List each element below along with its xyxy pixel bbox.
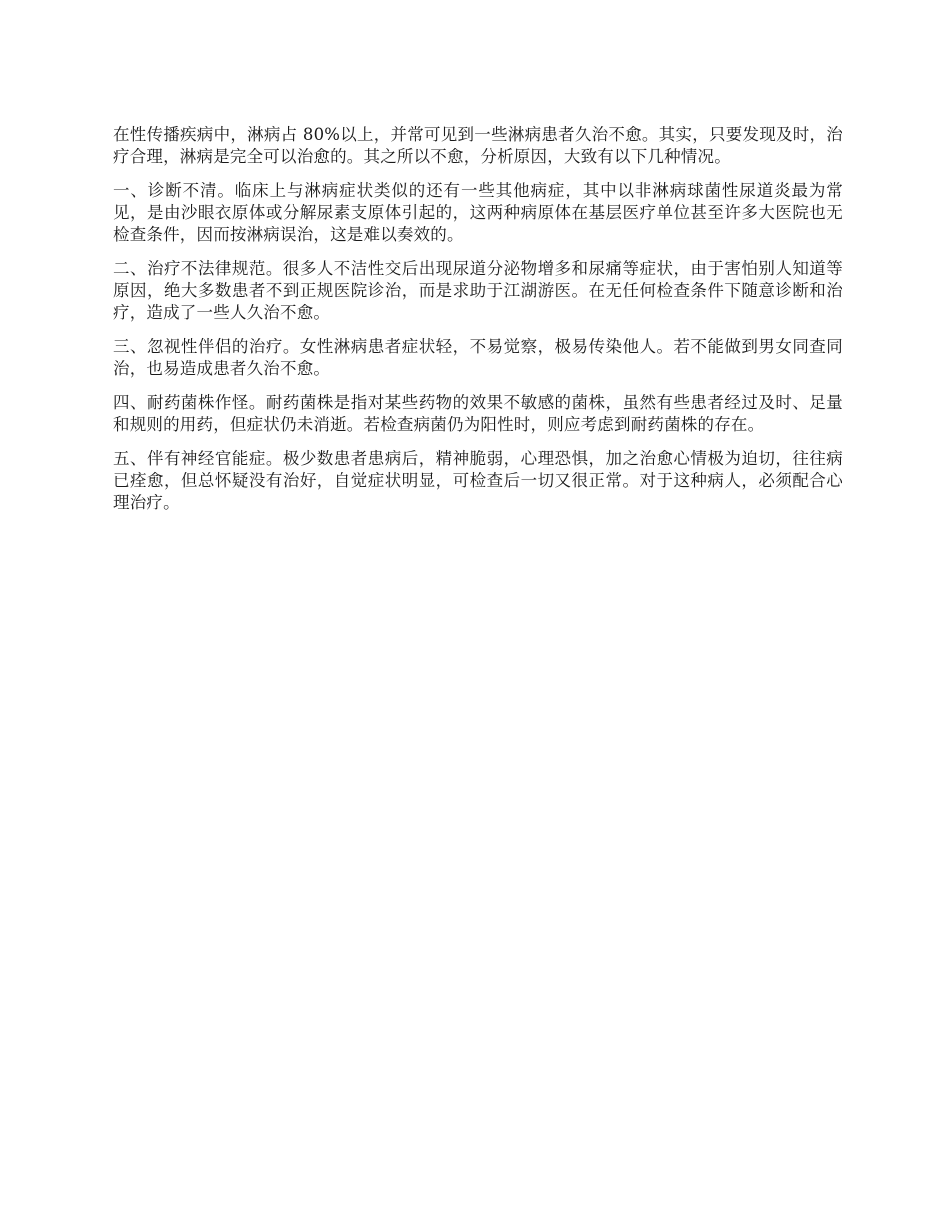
reason-5-paragraph: 五、伴有神经官能症。极少数患者患病后，精神脆弱，心理恐惧，加之治愈心情极为迫切，往往病已痊愈，但总怀疑没有治好，自觉症状明显，可检查后一切又很正常。对于这种病人，必须配合心理治疗。 — [113, 449, 843, 512]
reason-3-paragraph: 三、忽视性伴侣的治疗。女性淋病患者症状轻，不易觉察，极易传染他人。若不能做到男女同查同治，也易造成患者久治不愈。 — [113, 337, 843, 378]
reason-4-paragraph: 四、耐药菌株作怪。耐药菌株是指对某些药物的效果不敏感的菌株，虽然有些患者经过及时、足量和规则的用药，但症状仍未消逝。若检查病菌仍为阳性时，则应考虑到耐药菌株的存在。 — [113, 393, 843, 434]
reason-1-paragraph: 一、诊断不清。临床上与淋病症状类似的还有一些其他病症，其中以非淋病球菌性尿道炎最为常见，是由沙眼衣原体或分解尿素支原体引起的，这两种病原体在基层医疗单位甚至许多大医院也无检查条件，因而按淋病误治，这是难以奏效的。 — [113, 181, 843, 244]
document-body — [113, 124, 843, 526]
reason-2-paragraph: 二、治疗不法律规范。很多人不洁性交后出现尿道分泌物增多和尿痛等症状，由于害怕别人知道等原因，绝大多数患者不到正规医院诊治，而是求助于江湖游医。在无任何检查条件下随意诊断和治疗，造成了一些人久治不愈。 — [113, 259, 843, 322]
intro-paragraph: 在性传播疾病中，淋病占 80%以上，并常可见到一些淋病患者久治不愈。其实，只要发现及时，治疗合理，淋病是完全可以治愈的。其之所以不愈，分析原因，大致有以下几种情况。 — [113, 125, 843, 166]
